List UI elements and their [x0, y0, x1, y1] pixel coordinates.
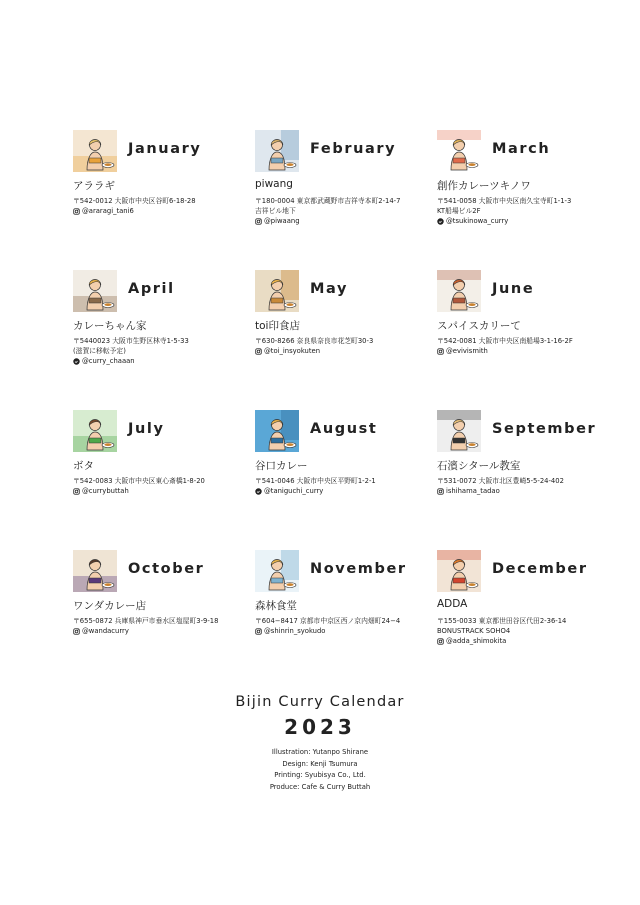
illustration-thumbnail — [255, 130, 299, 172]
shop-address: 〒541-0046 大阪市中央区平野町1-2-1 — [255, 477, 376, 485]
credit-produce: Produce: Cafe & Curry Buttah — [269, 782, 371, 791]
handle-text: @adda_shimokita — [446, 637, 507, 645]
handle-text: ishihama_tadao — [446, 487, 500, 495]
shop-address-extra: 吉祥ビル地下 — [255, 207, 296, 215]
illustration-thumbnail — [437, 270, 481, 312]
social-handle — [73, 206, 196, 216]
handle-text: @tsukinowa_curry — [446, 217, 509, 225]
month-december — [437, 550, 617, 660]
illustration-thumbnail — [255, 410, 299, 452]
social-handle — [73, 486, 205, 496]
shop-details — [255, 616, 400, 636]
shop-address: 〒542-0083 大阪市中央区東心斎橋1-8-20 — [73, 477, 205, 485]
month-may — [255, 270, 435, 380]
month-august — [255, 410, 435, 520]
handle-text: @evivismith — [446, 347, 488, 355]
month-name: March — [492, 141, 551, 157]
instagram-icon — [437, 488, 444, 495]
shop-address: 〒604−8417 京都市中京区西ノ京内畑町24−4 — [255, 617, 401, 625]
shop-details — [437, 616, 566, 646]
month-january — [73, 130, 253, 240]
shop-name: 創作カレーツキノワ — [437, 180, 531, 192]
month-march — [437, 130, 617, 240]
shop-details — [73, 336, 189, 366]
shop-address: 〒5440023 大阪市生野区林寺1-5-33 — [73, 337, 189, 345]
shop-details — [437, 476, 564, 496]
shop-address: 〒531-0072 大阪市北区豊崎5-5-24-402 — [437, 477, 564, 485]
illustration-thumbnail — [255, 270, 299, 312]
month-name: July — [128, 421, 165, 437]
instagram-icon — [437, 638, 444, 645]
illustration-thumbnail — [255, 550, 299, 592]
instagram-icon — [73, 208, 80, 215]
shop-details — [73, 616, 218, 636]
shop-name: 石濱シタール教室 — [437, 460, 521, 472]
shop-name: アララギ — [73, 180, 115, 192]
calendar-year: 2023 — [284, 715, 356, 739]
social-handle — [437, 216, 571, 226]
social-handle — [437, 486, 564, 496]
instagram-icon — [255, 348, 262, 355]
credit-printing: Printing: Syubisya Co., Ltd. — [274, 771, 366, 779]
shop-details — [437, 196, 571, 226]
month-name: October — [128, 561, 205, 577]
shop-name: toi印食店 — [255, 320, 300, 332]
month-name: February — [310, 141, 397, 157]
handle-text: @curry_chaaan — [82, 357, 135, 365]
twitter-icon — [73, 358, 80, 365]
shop-address: 〒542-0012 大阪市中央区谷町6-18-28 — [73, 197, 196, 205]
month-name: June — [492, 281, 535, 297]
instagram-icon — [73, 488, 80, 495]
shop-details — [73, 196, 196, 216]
month-name: May — [310, 281, 349, 297]
shop-name: 森林食堂 — [255, 600, 297, 612]
shop-name: スパイスカリーて — [437, 320, 521, 332]
month-name: September — [492, 421, 597, 437]
shop-details — [255, 196, 400, 226]
month-april — [73, 270, 253, 380]
month-name: April — [128, 281, 175, 297]
handle-text: @currybuttah — [82, 487, 129, 495]
shop-address-extra: (滋賀に移転予定) — [73, 347, 126, 355]
shop-address: 〒155-0033 東京都世田谷区代田2-36-14 — [437, 617, 567, 625]
shop-details — [255, 476, 376, 496]
shop-name: ボタ — [73, 460, 94, 472]
shop-address-extra: BONUSTRACK SOHO4 — [437, 627, 511, 635]
handle-text: @shinrin_syokudo — [264, 627, 326, 635]
shop-name: カレーちゃん家 — [73, 320, 147, 332]
month-name: December — [492, 561, 588, 577]
shop-name: 谷口カレー — [255, 460, 308, 472]
month-september — [437, 410, 617, 520]
shop-address: 〒542-0081 大阪市中央区南船場3-1-16-2F — [437, 337, 573, 345]
month-february — [255, 130, 435, 240]
social-handle — [255, 626, 400, 636]
handle-text: @taniguchi_curry — [264, 487, 324, 495]
shop-details — [73, 476, 205, 496]
illustration-thumbnail — [437, 130, 481, 172]
instagram-icon — [255, 628, 262, 635]
social-handle — [255, 486, 376, 496]
shop-name: ワンダカレー店 — [73, 600, 147, 612]
month-name: November — [310, 561, 407, 577]
month-november — [255, 550, 435, 660]
month-name: January — [128, 141, 202, 157]
shop-address: 〒655-0872 兵庫県神戸市垂水区塩屋町3-9-18 — [73, 617, 219, 625]
social-handle — [437, 636, 566, 646]
twitter-icon — [437, 218, 444, 225]
social-handle — [73, 356, 189, 366]
illustration-thumbnail — [437, 550, 481, 592]
shop-name: ADDA — [437, 598, 468, 610]
month-october — [73, 550, 253, 660]
shop-address: 〒180-0004 東京都武蔵野市吉祥寺本町2-14-7 — [255, 197, 401, 205]
shop-address: 〒541-0058 大阪市中央区南久宝寺町1-1-3 — [437, 197, 572, 205]
month-name: August — [310, 421, 378, 437]
shop-address-extra: KT船場ビル2F — [437, 207, 481, 215]
instagram-icon — [255, 218, 262, 225]
social-handle — [73, 626, 218, 636]
calendar-title: Bijin Curry Calendar — [235, 694, 405, 710]
shop-details — [255, 336, 373, 356]
illustration-thumbnail — [73, 550, 117, 592]
social-handle — [437, 346, 573, 356]
month-june — [437, 270, 617, 380]
social-handle — [255, 346, 373, 356]
social-handle — [255, 216, 400, 226]
credit-illustration: Illustration: Yutanpo Shirane — [271, 748, 369, 756]
handle-text: @toi_insyokuten — [264, 347, 321, 355]
credits — [0, 747, 640, 793]
illustration-thumbnail — [437, 410, 481, 452]
illustration-thumbnail — [73, 410, 117, 452]
month-july — [73, 410, 253, 520]
handle-text: @wandacurry — [82, 627, 129, 635]
handle-text: @araragi_tani6 — [82, 207, 134, 215]
handle-text: @piwaang — [264, 217, 300, 225]
shop-address: 〒630-8266 奈良県奈良市花芝町30-3 — [255, 337, 374, 345]
credit-design: Design: Kenji Tsumura — [282, 759, 358, 768]
shop-name: piwang — [255, 178, 293, 190]
instagram-icon — [73, 628, 80, 635]
illustration-thumbnail — [73, 130, 117, 172]
instagram-icon — [437, 348, 444, 355]
shop-details — [437, 336, 573, 356]
illustration-thumbnail — [73, 270, 117, 312]
twitter-icon — [255, 488, 262, 495]
